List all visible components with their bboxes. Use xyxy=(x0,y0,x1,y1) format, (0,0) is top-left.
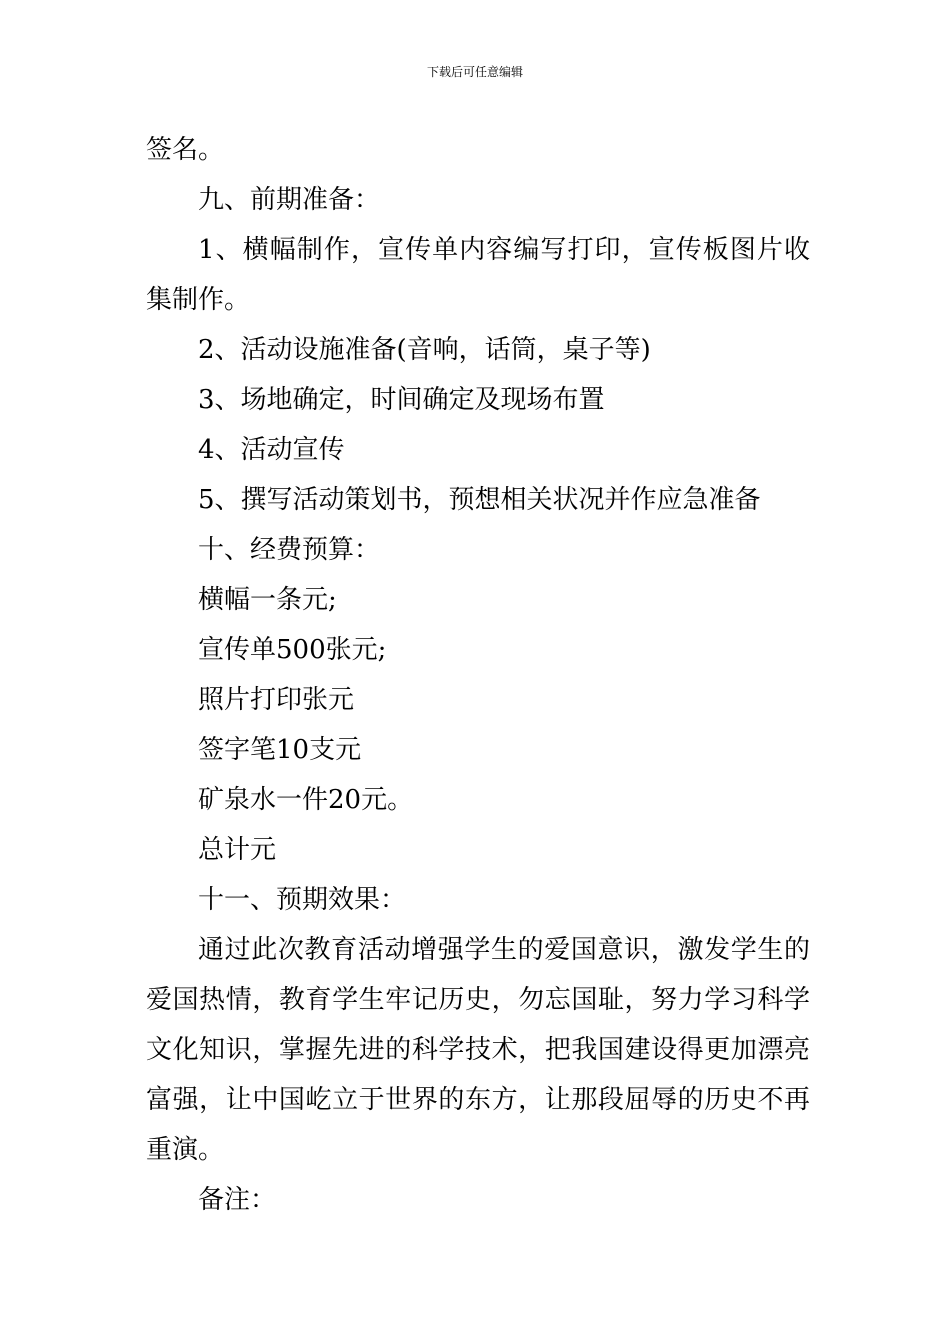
prep-item-5: 5、撰写活动策划书，预想相关状况并作应急准备 xyxy=(198,485,761,515)
paragraph-signature: 签名。 xyxy=(146,135,225,165)
remarks-heading: 备注： xyxy=(198,1185,277,1215)
budget-item-pens: 签字笔10支元 xyxy=(198,735,362,765)
budget-item-water: 矿泉水一件20元。 xyxy=(198,785,414,815)
heading-preparation: 九、前期准备： xyxy=(198,185,381,215)
expected-effect-paragraph: 通过此次教育活动增强学生的爱国意识，激发学生的爱国热情，教育学生牢记历史，勿忘国耻，努力学习科学文化知识，掌握先进的科学技术，把我国建设得更加漂亮富强，让中国屹立于世界的东方，让那段屈辱的历史不再重演。 xyxy=(146,935,810,1165)
page-header-note: 下载后可任意编辑 xyxy=(426,65,523,79)
prep-item-2: 2、活动设施准备(音响，话筒，桌子等) xyxy=(198,335,651,365)
prep-item-3: 3、场地确定，时间确定及现场布置 xyxy=(198,385,605,415)
heading-budget: 十、经费预算： xyxy=(198,535,381,565)
budget-item-photos: 照片打印张元 xyxy=(198,685,355,715)
budget-item-banner: 横幅一条元; xyxy=(198,585,337,615)
document-body xyxy=(146,125,810,1225)
budget-total: 总计元 xyxy=(198,835,277,865)
budget-item-flyers: 宣传单500张元; xyxy=(198,635,387,665)
prep-item-1: 1、横幅制作，宣传单内容编写打印，宣传板图片收集制作。 xyxy=(146,235,810,315)
heading-expected-effect: 十一、预期效果： xyxy=(198,885,407,915)
prep-item-4: 4、活动宣传 xyxy=(198,435,345,465)
